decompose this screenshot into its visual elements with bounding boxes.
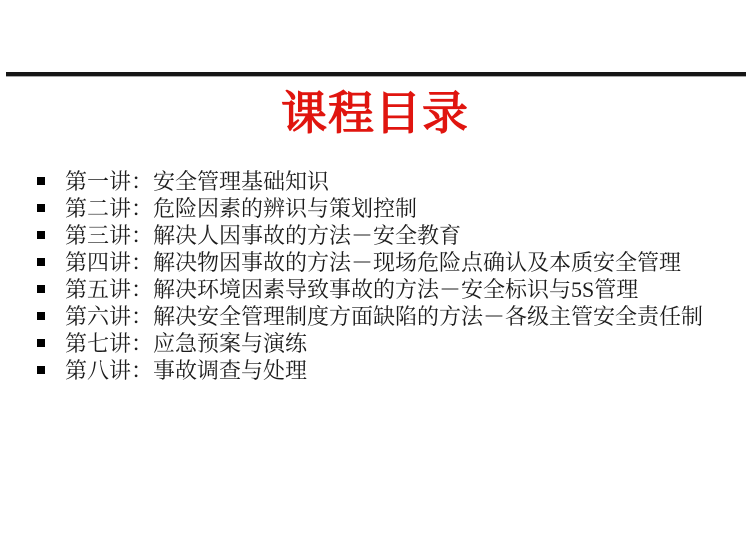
toc-item-label: 第三讲：解决人因事故的方法－安全教育 [65, 223, 462, 248]
toc-item-6 [35, 303, 740, 330]
toc-item-label: 第七讲：应急预案与演练 [65, 331, 308, 356]
toc-item-7 [35, 330, 740, 357]
square-bullet-icon [37, 339, 45, 347]
toc-item-label: 第八讲：事故调查与处理 [65, 358, 308, 383]
square-bullet-icon [37, 312, 45, 320]
toc-item-5 [35, 276, 740, 303]
toc-item-label: 第一讲：安全管理基础知识 [65, 169, 330, 194]
square-bullet-icon [37, 258, 45, 266]
slide-title: 课程目录 [281, 87, 469, 139]
square-bullet-icon [37, 204, 45, 212]
toc-item-4 [35, 249, 740, 276]
toc-item-label: 第四讲：解决物因事故的方法－现场危险点确认及本质安全管理 [65, 250, 682, 275]
toc-item-3 [35, 222, 740, 249]
toc-item-8 [35, 357, 740, 384]
toc-item-label: 第五讲：解决环境因素导致事故的方法－安全标识与5S管理 [65, 277, 639, 302]
toc-item-label: 第二讲：危险因素的辨识与策划控制 [65, 196, 418, 221]
toc-list [35, 168, 740, 384]
divider-line [6, 72, 746, 77]
square-bullet-icon [37, 177, 45, 185]
toc-item-label: 第六讲：解决安全管理制度方面缺陷的方法－各级主管安全责任制 [65, 304, 704, 329]
square-bullet-icon [37, 285, 45, 293]
square-bullet-icon [37, 231, 45, 239]
toc-item-1 [35, 168, 740, 195]
square-bullet-icon [37, 366, 45, 374]
toc-item-2 [35, 195, 740, 222]
